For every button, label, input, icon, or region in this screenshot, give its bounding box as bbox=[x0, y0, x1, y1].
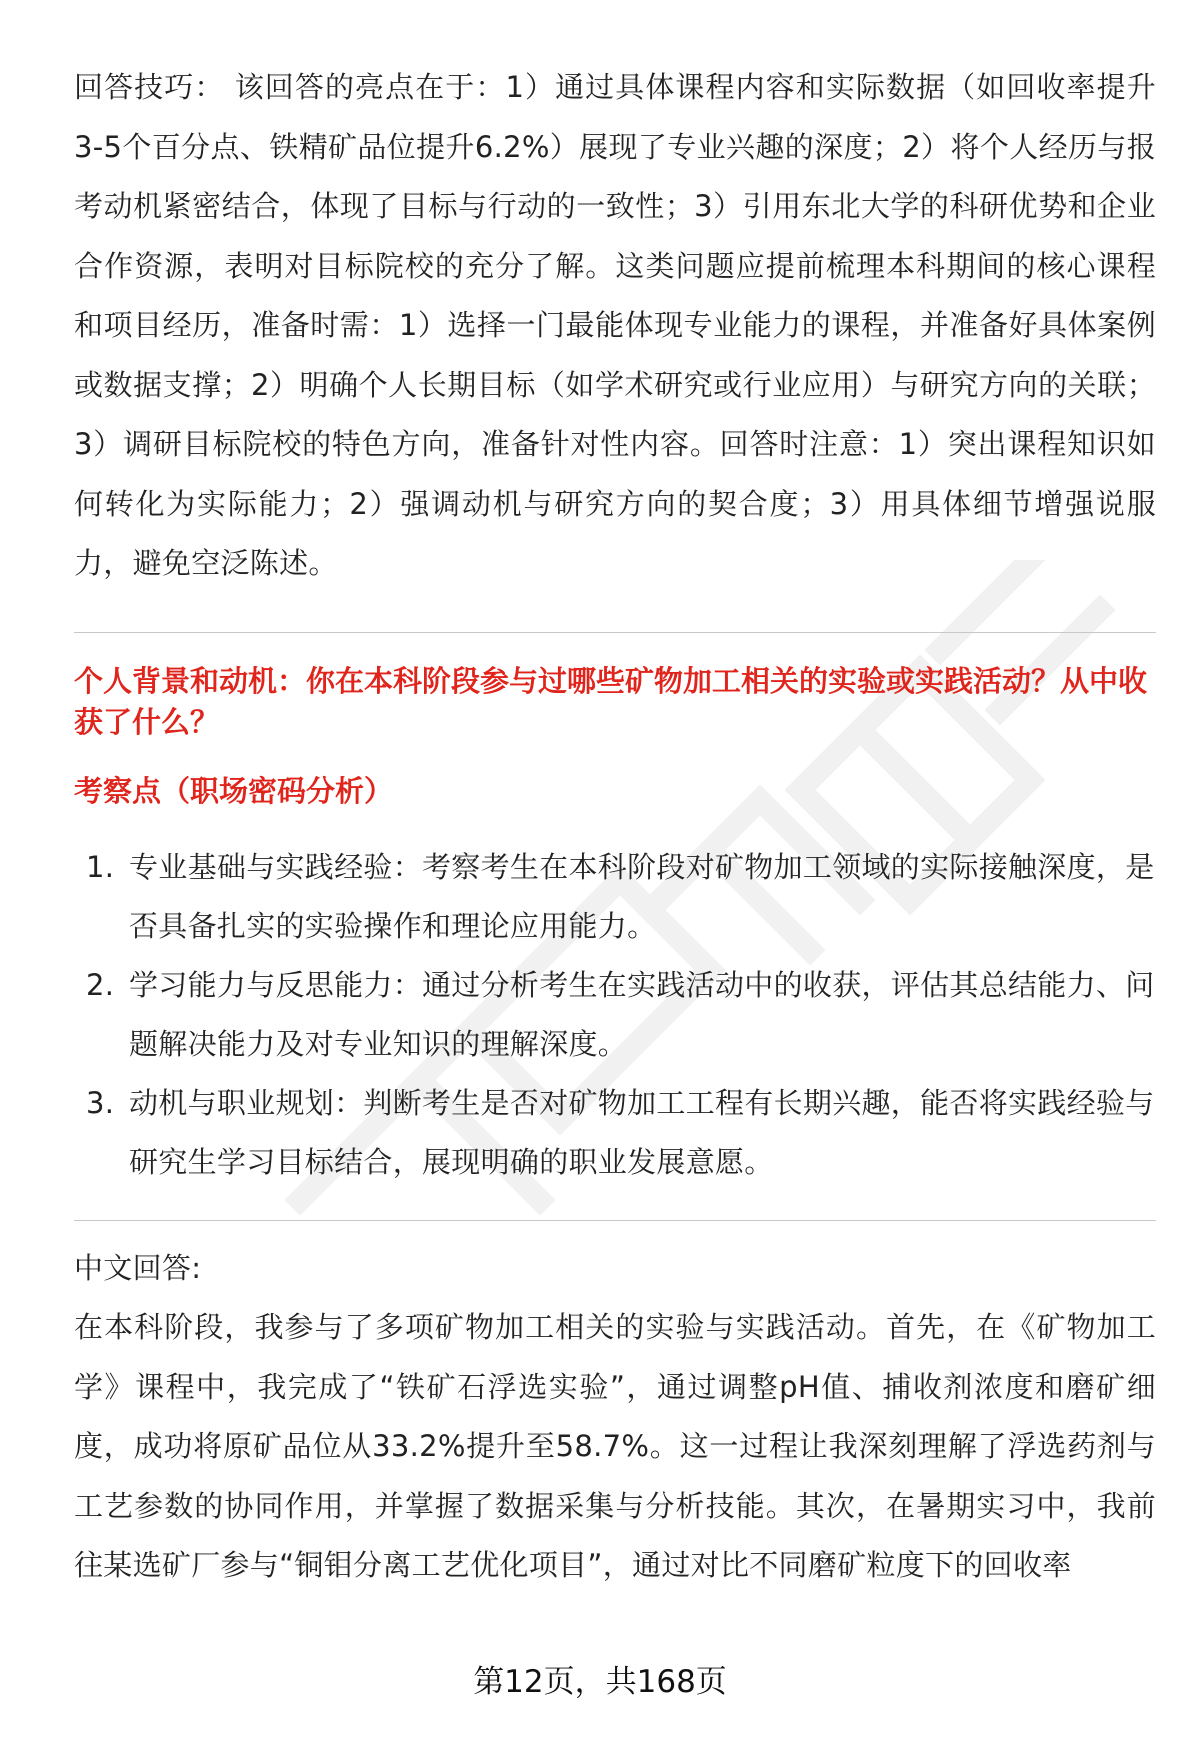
section-divider-bottom bbox=[74, 1220, 1156, 1221]
list-item-number: 3. bbox=[86, 1085, 115, 1120]
list-item bbox=[74, 1074, 1156, 1192]
answer-label: 中文回答: bbox=[74, 1250, 202, 1285]
list-item bbox=[74, 956, 1156, 1074]
list-item-number: 2. bbox=[86, 967, 115, 1002]
list-item-text: 专业基础与实践经验：考察考生在本科阶段对矿物加工领域的实际接触深度，是否具备扎实的实验操作和理论应用能力。 bbox=[129, 849, 1155, 943]
list-item-number: 1. bbox=[86, 849, 115, 884]
page-content bbox=[74, 58, 1156, 1596]
list-item bbox=[74, 838, 1156, 956]
assessment-points-list bbox=[74, 838, 1156, 1192]
answer-tips-paragraph: 回答技巧： 该回答的亮点在于：1）通过具体课程内容和实际数据（如回收率提升3-5个百分点、铁精矿品位提升6.2%）展现了专业兴趣的深度；2）将个人经历与报考动机紧密结合，体现了目标与行动的一致性；3）引用东北大学的科研优势和企业合作资源，表明对目标院校的充分了解。这类问题应提前梳理本科期间的核心课程和项目经历，准备时需：1）选择一门最能体现专业能力的课程，并准备好具体案例或数据支撑；2）明确个人长期目标（如学术研究或行业应用）与研究方向的关联；3）调研目标院校的特色方向，准备针对性内容。回答时注意：1）突出课程知识如何转化为实际能力；2）强调动机与研究方向的契合度；3）用具体细节增强说服力，避免空泛陈述。 bbox=[74, 70, 1156, 580]
answer-paragraph: 在本科阶段，我参与了多项矿物加工相关的实验与实践活动。首先，在《矿物加工学》课程中，我完成了“铁矿石浮选实验”，通过调整pH值、捕收剂浓度和磨矿细度，成功将原矿品位从33.2%提升至58.7%。这一过程让我深刻理解了浮选药剂与工艺参数的协同作用，并掌握了数据采集与分析技能。其次，在暑期实习中，我前往某选矿厂参与“铜钼分离工艺优化项目”，通过对比不同磨矿粒度下的回收率 bbox=[74, 1310, 1156, 1582]
list-item-text: 学习能力与反思能力：通过分析考生在实践活动中的收获，评估其总结能力、问题解决能力及对专业知识的理解深度。 bbox=[129, 967, 1155, 1061]
page-number-footer: 第12页，共168页 bbox=[473, 1664, 727, 1700]
section-divider-top bbox=[74, 632, 1156, 633]
assessment-points-heading: 考察点（职场密码分析） bbox=[74, 773, 394, 808]
question-title: 个人背景和动机：你在本科阶段参与过哪些矿物加工相关的实验或实践活动？从中收获了什么？ bbox=[74, 663, 1148, 739]
list-item-text: 动机与职业规划：判断考生是否对矿物加工工程有长期兴趣，能否将实践经验与研究生学习目标结合，展现明确的职业发展意愿。 bbox=[129, 1085, 1155, 1179]
